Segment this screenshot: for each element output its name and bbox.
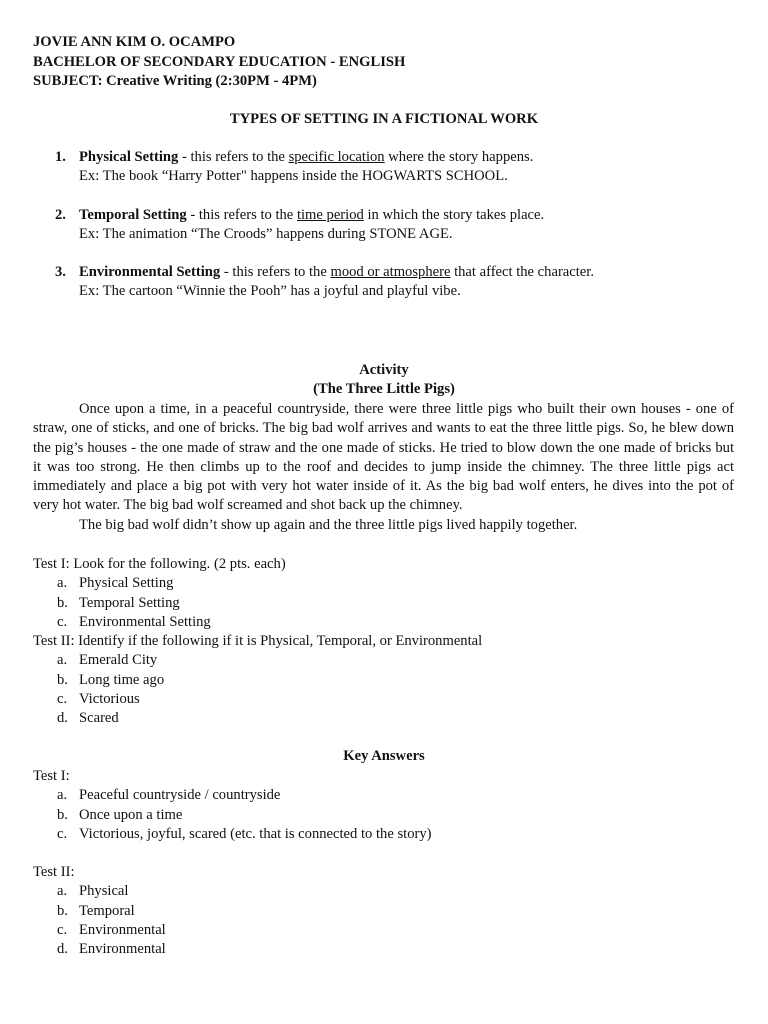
definition-keyword: mood or atmosphere: [330, 264, 451, 281]
setting-types-list: [55, 148, 755, 321]
list-item: b. Long time ago: [57, 671, 165, 688]
degree-program: BACHELOR OF SECONDARY EDUCATION - ENGLISH: [33, 53, 406, 70]
test-2-section: [33, 632, 482, 728]
definition-text: in which the story takes place.: [363, 206, 545, 223]
author-name: JOVIE ANN KIM O. OCAMPO: [33, 34, 236, 50]
definition-text: where the story happens.: [384, 149, 534, 165]
list-item: a. Physical: [57, 883, 129, 900]
example-text: Ex: The cartoon “Winnie the Pooh” has a joyful and playful vibe.: [79, 283, 461, 300]
subject-line: SUBJECT: Creative Writing (2:30PM - 4PM): [33, 73, 317, 89]
list-item: c. Victorious, joyful, scared (etc. that is connected to the story): [57, 825, 432, 842]
list-item: a. Peaceful countryside / countryside: [57, 787, 281, 804]
activity-subheading: (The Three Little Pigs): [313, 381, 455, 398]
key-answers-heading: Key Answers: [343, 748, 425, 764]
test-1-label: Test I: Look for the following. (2 pts. each): [33, 556, 286, 572]
definition-text: - this refers to the: [220, 264, 331, 281]
key-test-1-section: [33, 767, 432, 844]
setting-type-item: [55, 263, 755, 302]
list-number: 3.: [55, 264, 66, 281]
story-text: [33, 400, 734, 535]
activity-heading: Activity: [359, 362, 409, 378]
setting-type-name: Environmental Setting: [79, 264, 221, 281]
example-text: Ex: The animation “The Croods” happens during STONE AGE.: [79, 225, 453, 242]
definition-text: - this refers to the: [186, 206, 297, 223]
list-number: 2.: [55, 206, 66, 223]
list-item: b. Once upon a time: [57, 806, 183, 823]
list-item: b. Temporal: [57, 902, 135, 919]
setting-type-name: Physical Setting: [79, 149, 179, 165]
test-1-section: [33, 555, 286, 632]
key-test-1-label: Test I:: [33, 768, 70, 784]
list-item: a. Physical Setting: [57, 575, 174, 592]
example-text: Ex: The book “Harry Potter" happens inside the HOGWARTS SCHOOL.: [79, 168, 508, 185]
document-title: TYPES OF SETTING IN A FICTIONAL WORK: [229, 111, 539, 127]
list-item: c. Environmental: [57, 921, 166, 938]
setting-type-item: [55, 206, 755, 245]
activity-heading-block: [0, 361, 768, 400]
definition-text: that affect the character.: [450, 264, 594, 281]
definition-text: - this refers to the: [178, 149, 289, 165]
list-item: c. Environmental Setting: [57, 613, 211, 630]
list-number: 1.: [55, 149, 66, 165]
key-test-2-label: Test II:: [33, 864, 75, 880]
story-paragraph: The big bad wolf didn’t show up again and the three little pigs lived happily together.: [79, 516, 578, 533]
list-item: c. Victorious: [57, 690, 140, 707]
definition-keyword: specific location: [288, 149, 385, 165]
test-2-label: Test II: Identify if the following if it is Physical, Temporal, or Environmental: [33, 633, 483, 649]
story-paragraph: Once upon a time, in a peaceful countryside, there were three little pigs who built their own houses - one of straw, one of sticks, and one of bricks. The big bad wolf arrives and wants to eat the three little pigs. So, he blew down the pig’s houses - the one made of straw and the one made of sticks. He tried to blow down the one made of bricks but it was too strong. He then climbs up to the roof and decides to jump inside the chimney. The three little pigs act immediately and place a big pot with very hot water inside of it. As the big bad wolf enters, he dives into the pot of very hot water. The big bad wolf screamed and shot back up the chimney.: [33, 401, 734, 514]
setting-type-item: [55, 148, 755, 187]
list-item: d. Scared: [57, 710, 119, 727]
definition-keyword: time period: [296, 206, 364, 223]
setting-type-name: Temporal Setting: [79, 206, 187, 223]
document-header: [33, 33, 405, 92]
list-item: b. Temporal Setting: [57, 594, 180, 611]
list-item: a. Emerald City: [57, 652, 158, 669]
key-test-2-section: [33, 863, 166, 959]
list-item: d. Environmental: [57, 941, 166, 958]
